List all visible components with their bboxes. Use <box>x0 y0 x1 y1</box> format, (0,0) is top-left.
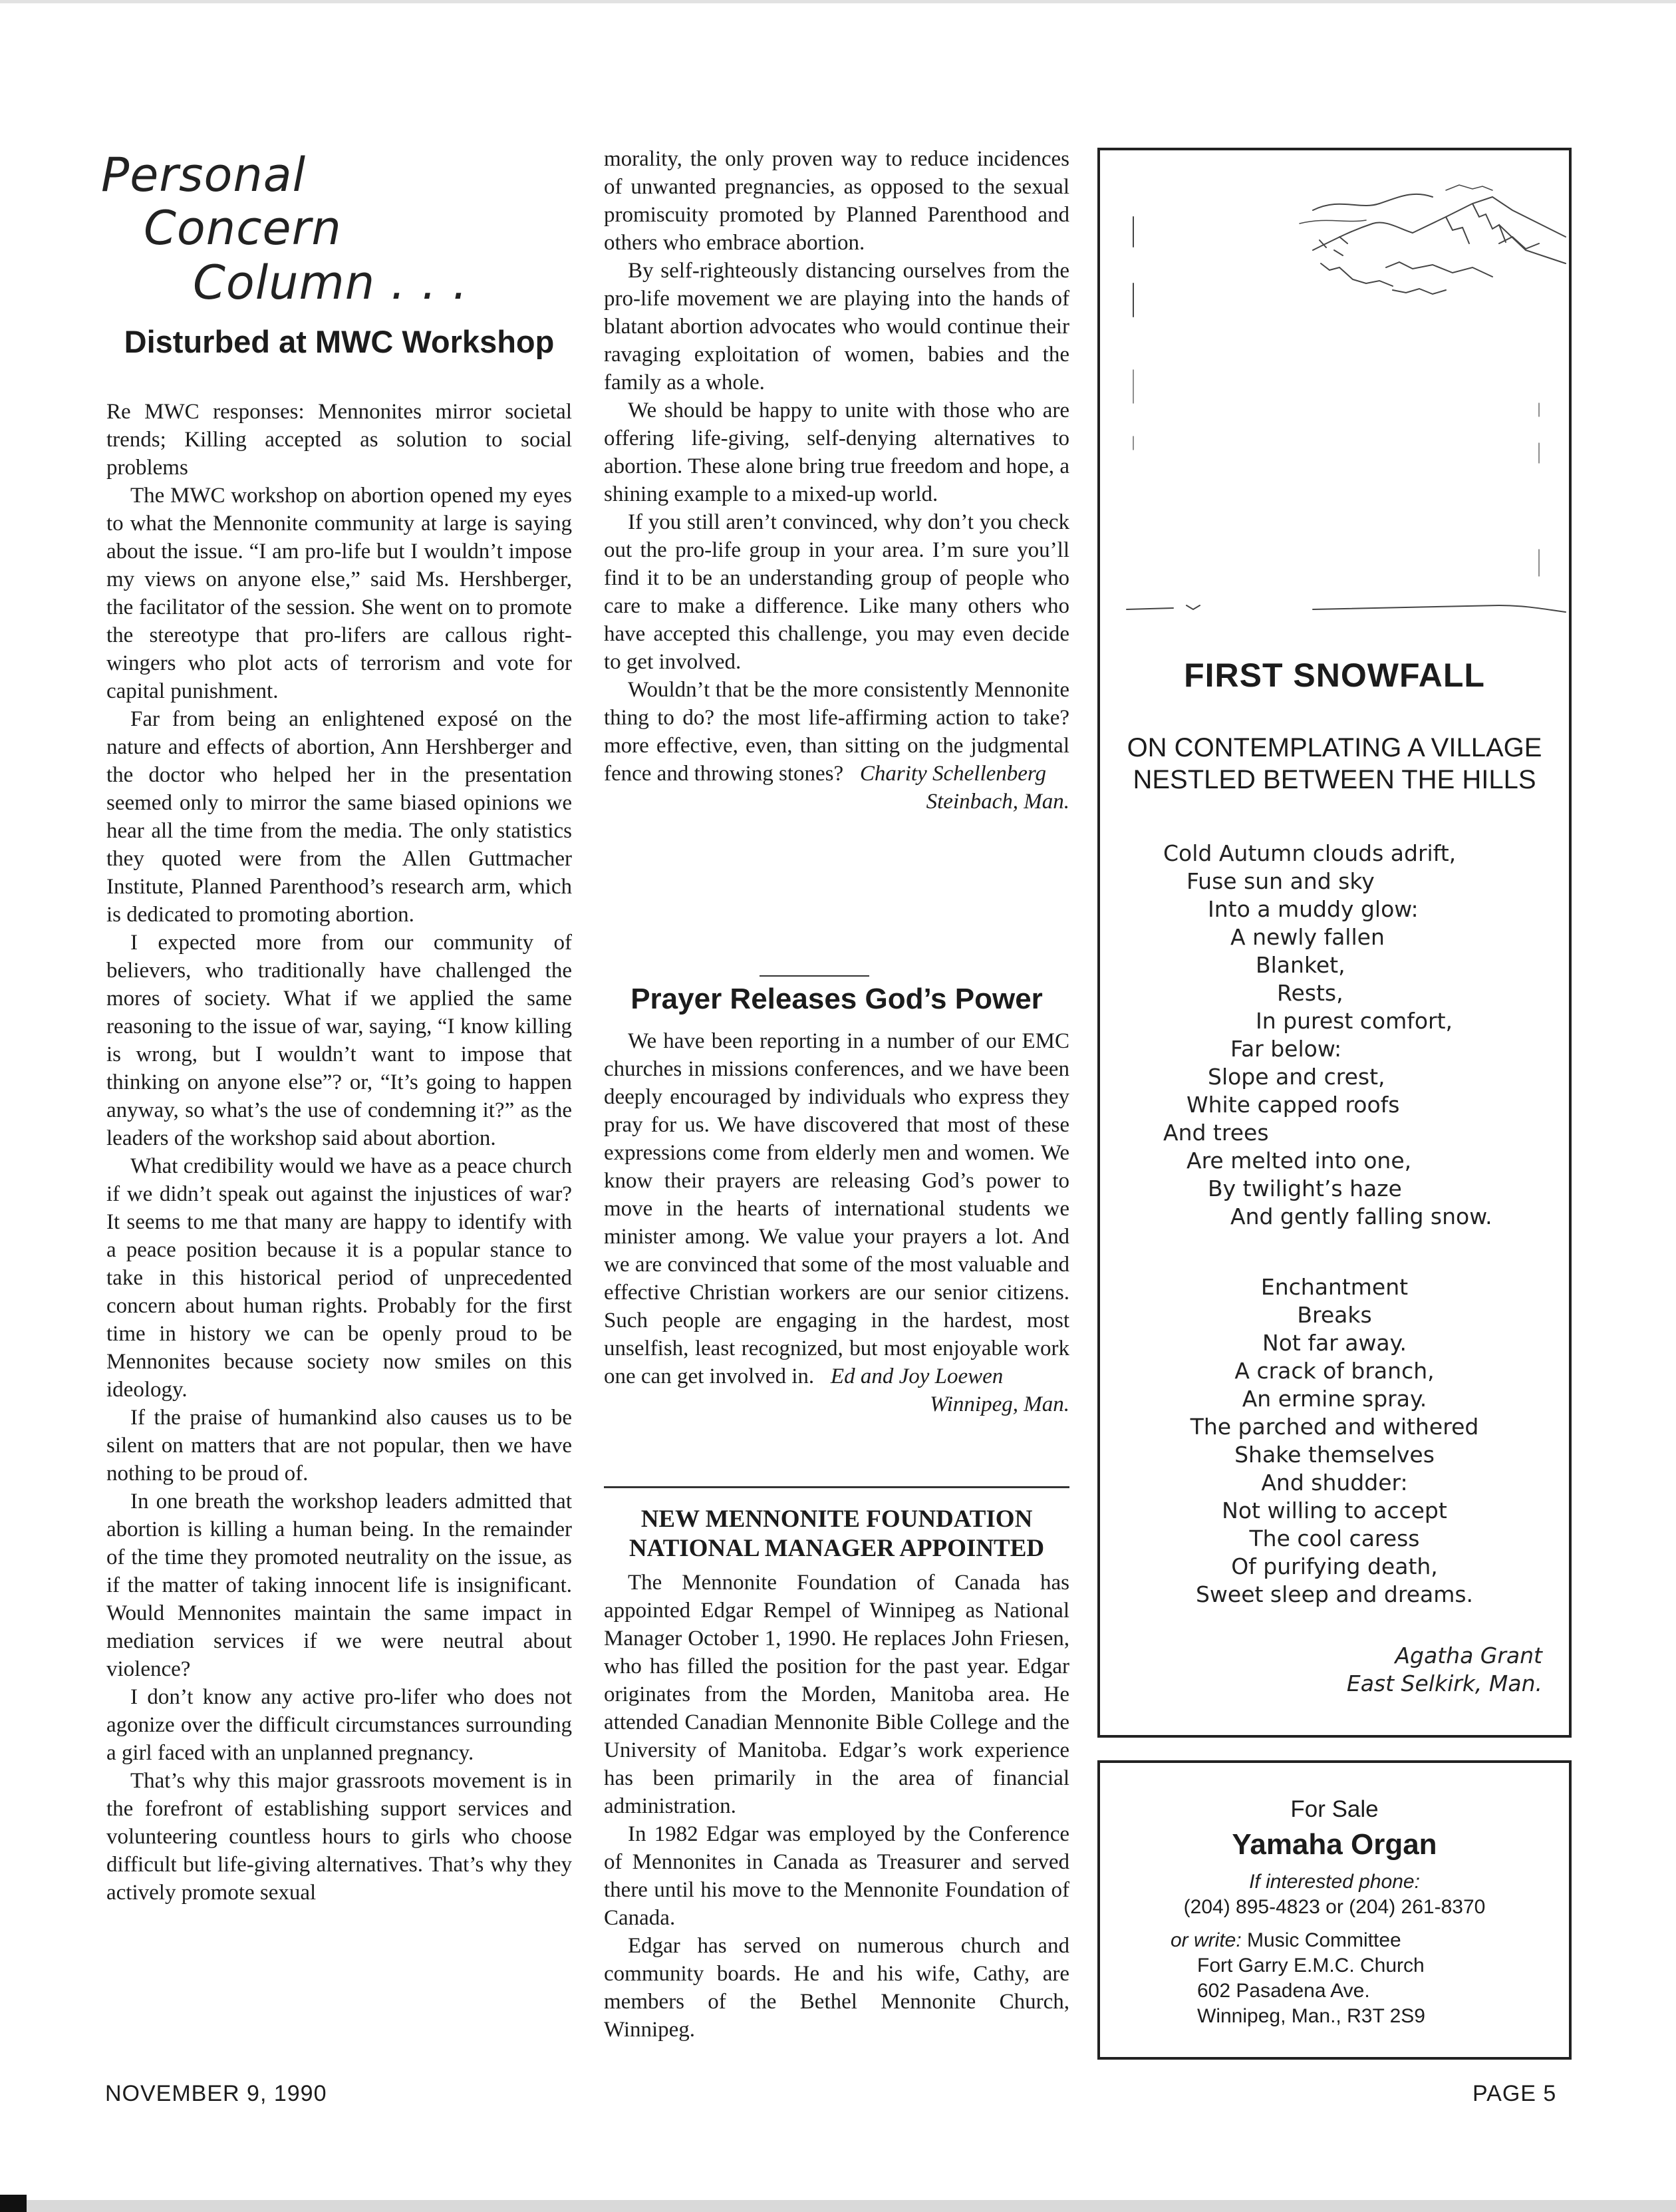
letter2-signature-name: Ed and Joy Loewen <box>830 1364 1004 1388</box>
ad-addr1: Music Committee <box>1247 1929 1401 1951</box>
poem-line: Not far away. <box>1262 1330 1407 1356</box>
ad-addr3: 602 Pasadena Ave. <box>1197 1980 1370 2002</box>
letter1-last-para: Wouldn’t that be the more consistently Mennonite thing to do? the most life-affirming action to take? more effective, even, than sitting on the judgmental fence and throwing stones? <box>604 678 1069 786</box>
poem-line: Of purifying death, <box>1231 1553 1438 1579</box>
ad-item: Yamaha Organ <box>1232 1828 1437 1861</box>
letter2-body <box>604 1027 1069 1418</box>
poem-line: And trees <box>1163 1120 1269 1146</box>
letter1-cont-para: By self-righteously distancing ourselves from the pro-life movement we are playing into the hands of blatant abortion advocates who would continue their ravaging exploitation of women, babies and the family as a whole. <box>604 259 1069 395</box>
letter2-title: Prayer Releases God’s Power <box>630 983 1043 1015</box>
letter1-signature-place: Steinbach, Man. <box>926 790 1069 814</box>
poem-line: The parched and withered <box>1190 1414 1479 1440</box>
column-heading-line2: Concern <box>144 201 342 255</box>
letter2-text: We have been reporting in a number of our EMC churches in missions conferences, and we have been deeply encouraged by individuals who express they pray for us. We have discovered that most of these expressions come from elderly men and women. We know their prayers are releasing God’s power to move in the hearts of international students we minister among. We value your prayers a lot. And we are convinced that some of the most valuable and effective Christian workers are our senior citizens. Such people are engaging in the hardest, most unselfish, least recognized, but most enjoyable work one can get involved in. <box>604 1029 1069 1388</box>
letter1-body <box>106 398 572 2061</box>
letter1-para: That’s why this major grassroots movement is in the forefront of establishing support services and volunteering countless hours to girls who choose difficult but life-giving alternatives. That’s why they actively promote sexual <box>106 1769 572 1905</box>
ad-phones: (204) 895-4823 or (204) 261-8370 <box>1183 1896 1486 1918</box>
poem-subtitle <box>1100 732 1569 796</box>
poem-line: An ermine spray. <box>1242 1386 1427 1412</box>
poem-line: Are melted into one, <box>1187 1148 1412 1174</box>
poem-line: Far below: <box>1230 1036 1342 1062</box>
poem-subtitle-line2: NESTLED BETWEEN THE HILLS <box>1133 765 1536 794</box>
poem-line: And gently falling snow. <box>1230 1203 1492 1229</box>
letter2-signature-place: Winnipeg, Man. <box>930 1392 1069 1416</box>
column-heading-line3: Column . . . <box>193 255 468 310</box>
letter2-para <box>604 1027 1069 1390</box>
classified-ad-box <box>1097 1760 1572 2060</box>
poem-line: Slope and crest, <box>1208 1064 1385 1090</box>
poem-line: A crack of branch, <box>1234 1358 1435 1384</box>
ad-interested: If interested phone: <box>1249 1871 1420 1893</box>
letter1-para: In one breath the workshop leaders admitted that abortion is killing a human being. In the remainder of the time they promoted neutrality on the issue, as if the matter of taking innocent life is insignificant. Would Mennonites maintain the same impact in mediation services if we were neutral about violence? <box>106 1490 572 1681</box>
column-heading-line1: Personal <box>101 148 307 202</box>
letter2-header <box>604 983 1069 1015</box>
snowy-landscape-illustration <box>1100 150 1569 643</box>
letter1-cont-para: We should be happy to unite with those who are offering life-giving, self-denying alternatives to abortion. These alone bring true freedom and hope, a shining example to a mixed-up world. <box>604 398 1069 506</box>
poem-line: Rests, <box>1277 980 1343 1006</box>
article-para: Edgar has served on numerous church and community boards. He and his wife, Cathy, are members of the Bethel Mennonite Church, Winnipeg. <box>604 1934 1069 2042</box>
article-title-line1: NEW MENNONITE FOUNDATION <box>640 1505 1033 1533</box>
article-body <box>604 1569 1069 2044</box>
poem-attribution <box>1347 1642 1542 1698</box>
article-rule <box>604 1486 1069 1488</box>
footer-page-number: PAGE 5 <box>1472 2081 1557 2106</box>
poem-title: FIRST SNOWFALL <box>1184 657 1485 694</box>
poem-line: By twilight’s haze <box>1208 1176 1402 1201</box>
letter1-para: Re MWC responses: Mennonites mirror societal trends; Killing accepted as solution to social problems <box>106 400 572 480</box>
letter1-para: Far from being an enlightened exposé on the nature and effects of abortion, Ann Hershberger and the doctor who helped her in the presentation seemed only to mirror the same biased opinions we hear all the time from the media. The only statistics they quoted were from the Allen Guttmacher Institute, Planned Parenthood’s research arm, which is dedicated to promoting abortion. <box>106 707 572 927</box>
poem-line: Blanket, <box>1256 952 1345 978</box>
ad-for-sale: For Sale <box>1290 1796 1379 1822</box>
ad-addr4: Winnipeg, Man., R3T 2S9 <box>1197 2005 1425 2027</box>
article-title-line2: NATIONAL MANAGER APPOINTED <box>628 1535 1045 1562</box>
letter1-continued <box>604 145 1069 816</box>
poem-line: Shake themselves <box>1234 1442 1435 1468</box>
poem-stanza2 <box>1100 1273 1569 1609</box>
letter1-cont-para: morality, the only proven way to reduce incidences of unwanted pregnancies, as opposed to the sexual promiscuity promoted by Planned Parenthood and others who embrace abortion. <box>604 147 1069 255</box>
poem-subtitle-line1: ON CONTEMPLATING A VILLAGE <box>1127 733 1542 762</box>
poem-line: White capped roofs <box>1187 1092 1400 1118</box>
letter1-para: I expected more from our community of believers, who traditionally have challenged the mores of society. What if we applied the same reasoning to the issue of war, saying, “I know killing is wrong, but I wouldn’t want to impose that thinking on anyone else”? or, “It’s going to happen anyway, so what’s the use of condemning it?” as the leaders of the workshop said about abortion. <box>106 931 572 1150</box>
poem-line: Enchantment <box>1260 1274 1409 1300</box>
footer-date: NOVEMBER 9, 1990 <box>105 2081 327 2106</box>
letter1-cont-para <box>604 676 1069 788</box>
bottom-corner-mark <box>0 2195 27 2212</box>
poem-stanza1 <box>1100 840 1569 1231</box>
poem-line: Breaks <box>1297 1302 1372 1328</box>
letter1-para: I don’t know any active pro-lifer who does not agonize over the difficult circumstances surrounding a girl faced with an unplanned pregnancy. <box>106 1685 572 1765</box>
article-header <box>604 1505 1069 1563</box>
poem-line: Not willing to accept <box>1222 1498 1447 1523</box>
bottom-edge <box>0 2200 1676 2212</box>
poem-author: Agatha Grant <box>1395 1643 1542 1668</box>
article-para: The Mennonite Foundation of Canada has appointed Edgar Rempel of Winnipeg as National Manager October 1, 1990. He replaces John Friesen, who has filled the position for the past year. Edgar originates from the Morden, Manitoba area. He attended Canadian Mennonite Bible College and the University of Manitoba. Edgar’s work experience has been primarily in the area of financial administration. <box>604 1571 1069 1818</box>
poem-line: And shudder: <box>1261 1470 1408 1496</box>
ad-address <box>1171 1928 1425 2029</box>
article-para: In 1982 Edgar was employed by the Conference of Mennonites in Canada as Treasurer and served there until his move to the Mennonite Foundation of Canada. <box>604 1822 1069 1930</box>
letter1-para: The MWC workshop on abortion opened my eyes to what the Mennonite community at large is saying about the issue. “I am pro-life but I wouldn’t impose my views on anyone else,” said Ms. Hershberger, the facilitator of the session. She went on to promote the stereotype that pro-lifers are callous right-wingers who plot acts of terrorism and vote for capital punishment. <box>106 484 572 703</box>
poem-line: A newly fallen <box>1230 924 1385 950</box>
section-divider <box>760 975 869 977</box>
letter1-para: If the praise of humankind also causes us to be silent on matters that are not popular, then we have nothing to be proud of. <box>106 1406 572 1486</box>
poem-line: Into a muddy glow: <box>1208 896 1419 922</box>
ad-addr2: Fort Garry E.M.C. Church <box>1197 1955 1425 1976</box>
poem-author-place: East Selkirk, Man. <box>1346 1670 1542 1696</box>
poem-line: Sweet sleep and dreams. <box>1195 1581 1474 1607</box>
letter1-para: What credibility would we have as a peace church if we didn’t speak out against the injustices of war? It seems to me that many are happy to identify with a peace position because it is a popular stance to take in this historical period of unprecedented concern about human rights. Probably for the first time in history we can be openly proud to be Mennonites because society now smiles on this ideology. <box>106 1154 572 1402</box>
poem-line: In purest comfort, <box>1256 1008 1453 1034</box>
poem-line: Cold Autumn clouds adrift, <box>1163 840 1457 866</box>
letter1-header <box>106 325 572 359</box>
poem-line: Fuse sun and sky <box>1187 868 1375 894</box>
letter1-title: Disturbed at MWC Workshop <box>124 324 555 359</box>
poem-box <box>1097 148 1572 1738</box>
letter1-cont-para: If you still aren’t convinced, why don’t you check out the pro-life group in your area. I’m sure you’ll find it to be an understanding group of people who care to make a difference. Like many others who have accepted this challenge, you may even decide to get involved. <box>604 510 1069 674</box>
top-edge <box>0 0 1676 3</box>
ad-or-write: or write: <box>1171 1929 1242 1951</box>
poem-line: The cool caress <box>1249 1525 1420 1551</box>
letter1-signature-name: Charity Schellenberg <box>859 762 1047 786</box>
